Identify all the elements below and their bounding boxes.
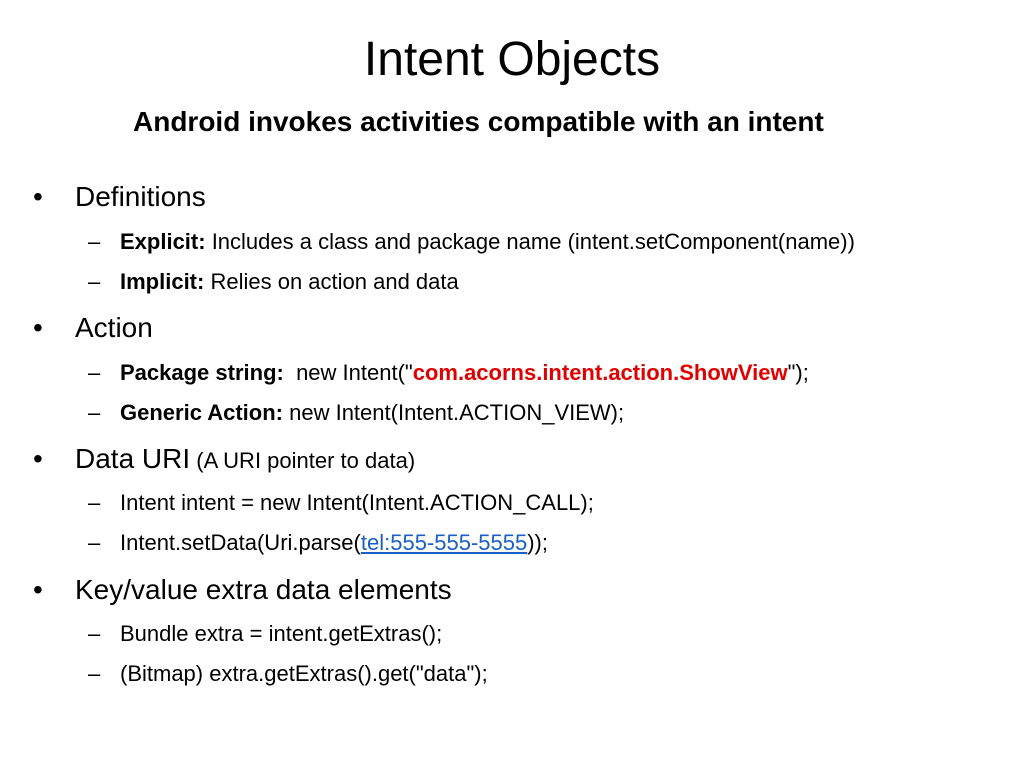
bullet-label: Definitions	[75, 181, 206, 212]
term-generic-action: Generic Action:	[120, 400, 283, 425]
code-line: Intent intent = new Intent(Intent.ACTION_CALL);	[120, 490, 594, 515]
dash-marker: –	[88, 621, 101, 646]
tel-link[interactable]: tel:555-555-5555	[360, 530, 528, 555]
set-data-pre: Intent.setData(Uri.parse(	[120, 530, 361, 555]
set-data-post: ));	[527, 530, 548, 555]
sub-bullet-bundle-extra	[88, 619, 442, 649]
slide-subtitle: Android invokes activities compatible with an intent	[133, 106, 824, 137]
package-string-highlight: com.acorns.intent.action.ShowView	[412, 360, 788, 385]
bullet-action	[33, 310, 153, 346]
dash-marker: –	[88, 490, 101, 515]
sub-bullet-intent-call	[88, 488, 594, 518]
dash-marker: –	[88, 400, 101, 425]
code-line: Bundle extra = intent.getExtras();	[120, 621, 443, 646]
data-uri-note: (A URI pointer to data)	[190, 448, 416, 473]
generic-action-text: new Intent(Intent.ACTION_VIEW);	[283, 400, 625, 425]
bullet-data-uri	[33, 441, 415, 479]
code-line: (Bitmap) extra.getExtras().get("data");	[120, 661, 488, 686]
dash-marker: –	[88, 530, 101, 555]
bullet-marker: •	[33, 574, 43, 605]
package-string-pre: new Intent("	[283, 360, 413, 385]
dash-marker: –	[88, 229, 101, 254]
sub-bullet-implicit	[88, 267, 459, 297]
explicit-text: Includes a class and package name (intent.setComponent(name))	[205, 229, 855, 254]
bullet-marker: •	[33, 181, 43, 212]
bullet-marker: •	[33, 312, 43, 343]
bullet-definitions	[33, 179, 206, 215]
slide-title: Intent Objects	[363, 33, 661, 86]
dash-marker: –	[88, 661, 101, 686]
term-package-string: Package string:	[120, 360, 284, 385]
sub-bullet-generic-action	[88, 398, 624, 428]
bullet-extras	[33, 572, 452, 608]
dash-marker: –	[88, 269, 101, 294]
bullet-label: Data URI	[75, 443, 191, 474]
dash-marker: –	[88, 360, 101, 385]
term-implicit: Implicit:	[120, 269, 205, 294]
sub-bullet-explicit	[88, 227, 855, 257]
term-explicit: Explicit:	[120, 229, 206, 254]
bullet-label: Action	[75, 312, 153, 343]
bullet-label: Key/value extra data elements	[75, 574, 452, 605]
sub-bullet-bitmap	[88, 659, 488, 689]
bullet-marker: •	[33, 443, 43, 474]
package-string-post: ");	[787, 360, 809, 385]
sub-bullet-package-string	[88, 358, 809, 388]
sub-bullet-set-data	[88, 528, 548, 558]
implicit-text: Relies on action and data	[204, 269, 459, 294]
